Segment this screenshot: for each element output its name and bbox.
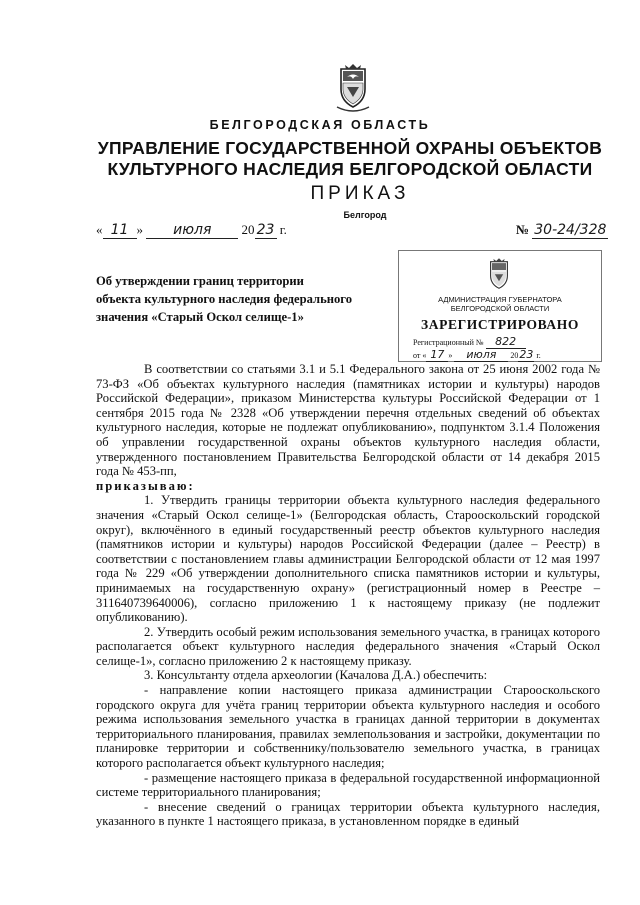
stamp-day-handwritten: 17	[426, 348, 448, 362]
stamp-admin-line-2: БЕЛГОРОДСКОЙ ОБЛАСТИ	[450, 304, 550, 313]
preamble-paragraph: В соответствии со статьями 3.1 и 5.1 Федерального закона от 25 июня 2002 года № 73-ФЗ «Об объектах культурного наследия (памятниках истории и культуры) народов Российской Федерации», приказом Министерства культуры Российской Федерации от 1 сентября 2015 года № 2328 «Об утверждении перечня отдельных сведений об объектах культурного наследия, которые не подлежат опубликованию», подпунктом 3.1.4 Положения об управлении государственной охраны объектов культурного наследия области, утвержденного постановлением Правительства Белгородской области от 14 декабря 2015 года № 453-пп,	[96, 362, 600, 479]
date-month-handwritten: июля	[146, 222, 238, 239]
order-subject	[96, 272, 386, 326]
item-3-paragraph: 3. Консультанту отдела археологии (Качалова Д.А.) обеспечить:	[144, 668, 488, 683]
item-1-paragraph: 1. Утвердить границы территории объекта культурного наследия федерального значения «Старый Оскол селище-1» (Белгородская область, Старооскольский городской округ), включённого в единый государственный реестр объектов культурного наследия (памятников истории и культуры) народов Российской Федерации (далее – Реестр) в соответствии с постановлением главы администрации Белгородской области от 12 мая 1997 года № 229 «Об утверждении дополнительного списка памятников истории и культуры, принимаемых на государственную охрану» (регистрационный номер в Реестре – 311640739640006), согласно приложению 1 к настоящему приказу (не подлежит опубликованию).	[96, 493, 600, 625]
date-open-quote: «	[96, 222, 103, 237]
order-number-line	[516, 222, 608, 239]
document-type-title: ПРИКАЗ	[310, 183, 410, 204]
stamp-close-quote: »	[448, 351, 453, 360]
number-label: №	[516, 222, 530, 237]
item-3a-paragraph: - направление копии настоящего приказа администрации Старооскольского городского округа для учёта границ территории объекта культурного наследия и особого режима использования земельного участка в границах данной территории в документах территориального планирования, правилах землепользования и застройки, документации по планировке территории и собственнику/пользователю земельного участка, в границах которого располагается объект культурного наследия;	[96, 683, 600, 771]
stamp-registration-number-line	[413, 335, 526, 349]
region-name: БЕЛГОРОДСКАЯ ОБЛАСТЬ	[209, 118, 431, 132]
date-year-prefix: 20	[241, 222, 255, 237]
subject-line-1: Об утверждении границ территории	[96, 274, 304, 288]
stamp-from-label: от «	[413, 351, 427, 360]
agency-name-line-1: УПРАВЛЕНИЕ ГОСУДАРСТВЕННОЙ ОХРАНЫ ОБЪЕКТОВ	[97, 138, 603, 158]
stamp-reg-number-handwritten: 822	[486, 335, 526, 349]
stamp-coat-of-arms-icon	[485, 257, 513, 293]
date-day-handwritten: 11	[103, 222, 137, 239]
registration-stamp	[398, 250, 602, 362]
agency-name	[60, 138, 640, 180]
order-date-line	[96, 222, 287, 239]
agency-name-line-2: КУЛЬТУРНОГО НАСЛЕДИЯ БЕЛГОРОДСКОЙ ОБЛАСТИ	[107, 159, 593, 179]
stamp-month-handwritten: июля	[454, 348, 508, 362]
item-3b-paragraph: - размещение настоящего приказа в федеральной государственной информационной системе территориального планирования;	[96, 770, 600, 800]
stamp-administration	[399, 295, 601, 313]
date-close-quote: »	[136, 222, 143, 237]
order-body	[96, 362, 600, 829]
stamp-year-handwritten: 23	[519, 348, 534, 361]
order-number-handwritten: 30-24/328	[534, 222, 607, 238]
order-word: приказываю:	[96, 478, 195, 493]
subject-line-3: значения «Старый Оскол селище-1»	[96, 310, 304, 324]
city-label: Белгород	[343, 210, 387, 220]
item-3c-paragraph: - внесение сведений о границах территории объекта культурного наследия, указанного в пункте 1 настоящего приказа, в установленном порядке в единый	[96, 799, 600, 829]
item-2-paragraph: 2. Утвердить особый режим использования земельного участка, в границах которого располагается объект культурного наследия федерального значения «Старый Оскол селище-1», согласно приложению 2 к настоящему приказу.	[96, 624, 600, 668]
subject-line-2: объекта культурного наследия федерального	[96, 292, 352, 306]
stamp-reg-label: Регистрационный №	[413, 338, 484, 347]
stamp-year-prefix: 20	[510, 351, 519, 360]
stamp-date-line	[413, 348, 541, 362]
coat-of-arms-emblem	[333, 63, 373, 113]
stamp-year-mark: г.	[536, 351, 541, 360]
stamp-admin-line-1: АДМИНИСТРАЦИЯ ГУБЕРНАТОРА	[438, 295, 562, 304]
date-year-handwritten: 23	[255, 222, 277, 239]
stamp-registered-label: ЗАРЕГИСТРИРОВАНО	[421, 317, 579, 332]
date-year-mark: г.	[279, 222, 287, 237]
